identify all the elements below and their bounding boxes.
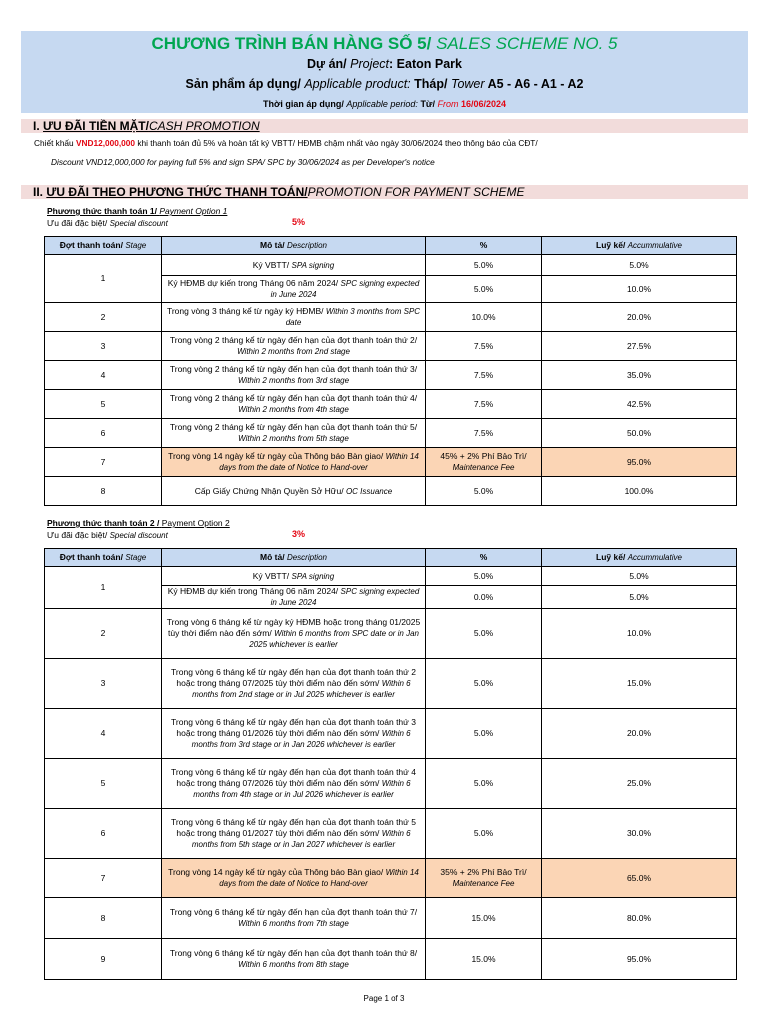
table-row: [45, 567, 737, 586]
percent-vn: 45% + 2% Phí Bảo Trì/: [440, 451, 527, 461]
stage-cell: 4: [45, 709, 162, 759]
description-vn: Ký HĐMB dự kiến trong Tháng 06 năm 2024/: [167, 278, 339, 288]
option1-discount-label: [47, 218, 168, 228]
description-en: SPC signing expected in June 2024: [270, 587, 420, 607]
option2-title: [47, 518, 230, 528]
cumulative-cell: 5.0%: [542, 567, 737, 586]
table-row: [45, 255, 737, 276]
description-vn: Trong vòng 6 tháng kể từ ngày đến hạn của đợt thanh toán thứ 8/: [169, 948, 418, 958]
section-cash-promotion: [21, 119, 748, 133]
table-row: [45, 659, 737, 709]
cash-promo-line-en: [51, 157, 435, 167]
percent-cell: 7.5%: [426, 361, 542, 390]
cumulative-cell: 80.0%: [542, 898, 737, 939]
description-cell: [162, 759, 426, 809]
table-row: [45, 448, 737, 477]
description-cell: [162, 276, 426, 303]
option1-title-en: Payment Option 1: [159, 206, 228, 216]
description-cell: [162, 419, 426, 448]
table-row: [45, 709, 737, 759]
table-row: [45, 361, 737, 390]
cumulative-cell: 10.0%: [542, 276, 737, 303]
description-vn: Trong vòng 6 tháng kể từ ngày đến hạn của đợt thanh toán thứ 2 hoặc trong tháng 07/2025 tùy thời điểm nào đến sớm/: [171, 667, 416, 688]
cumulative-cell: 10.0%: [542, 609, 737, 659]
cumulative-cell: 95.0%: [542, 448, 737, 477]
percent-cell: [426, 859, 542, 898]
project-label-vn: Dự án/: [307, 57, 347, 71]
tower-label-en: Tower: [450, 77, 485, 91]
table-row: [45, 939, 737, 980]
description-cell: [162, 448, 426, 477]
option1-discount-pct: 5%: [292, 217, 306, 227]
stage-cell: 9: [45, 939, 162, 980]
percent-cell: 15.0%: [426, 939, 542, 980]
page-footer: Page 1 of 3: [363, 994, 405, 1003]
percent-cell: 5.0%: [426, 567, 542, 586]
description-en: Within 14 days from the date of Notice to Hand-over: [219, 452, 419, 472]
description-en: SPA signing: [291, 260, 335, 270]
description-en: SPA signing: [291, 571, 335, 581]
option2-discount-vn: Ưu đãi đặc biệt/: [47, 530, 108, 540]
description-vn: Trong vòng 2 tháng kể từ ngày đến hạn của đợt thanh toán thứ 3/: [169, 364, 418, 374]
description-cell: [162, 809, 426, 859]
description-vn: Trong vòng 6 tháng kể từ ngày đến hạn của đợt thanh toán thứ 4 hoặc trong tháng 07/2026 tùy thời điểm nào đến sớm/: [171, 767, 416, 788]
cash-line-en: Discount VND12,000,000 for paying full 5% and sign SPA/ SPC by 30/06/2024 as per Developer's notice: [51, 157, 435, 167]
from-date: 16/06/2024: [460, 99, 507, 109]
cumulative-cell: 95.0%: [542, 939, 737, 980]
product-label-vn: Sản phẩm áp dụng/: [185, 77, 301, 91]
description-cell: [162, 332, 426, 361]
option2-discount-pct: 3%: [292, 529, 306, 539]
percent-cell: 7.5%: [426, 390, 542, 419]
table-row: [45, 898, 737, 939]
description-cell: [162, 361, 426, 390]
percent-cell: 5.0%: [426, 759, 542, 809]
section2-number: II.: [33, 185, 44, 199]
cumulative-cell: 50.0%: [542, 419, 737, 448]
percent-cell: 5.0%: [426, 709, 542, 759]
percent-cell: 5.0%: [426, 276, 542, 303]
cumulative-cell: 20.0%: [542, 303, 737, 332]
period-label-en: Applicable period:: [346, 99, 418, 109]
period-line: [21, 99, 748, 109]
percent-cell: [426, 448, 542, 477]
col-header-stage: Đợt thanh toán/ Stage: [45, 237, 162, 255]
description-en: Within 6 months from 5th stage or in Jan 2027 whichever is earlier: [191, 829, 411, 849]
section1-title-vn: ƯU ĐÃI TIỀN MẶT/: [43, 119, 149, 133]
cash-promo-line-vn: [34, 138, 538, 148]
description-cell: [162, 859, 426, 898]
percent-cell: 5.0%: [426, 809, 542, 859]
table-row: [45, 332, 737, 361]
stage-cell: 2: [45, 303, 162, 332]
description-cell: [162, 709, 426, 759]
option2-discount-label: [47, 530, 168, 540]
description-vn: Cấp Giấy Chứng Nhận Quyền Sở Hữu/: [194, 485, 344, 496]
description-en: Within 3 months from SPC date: [285, 307, 421, 327]
cumulative-cell: 35.0%: [542, 361, 737, 390]
stage-cell: 5: [45, 390, 162, 419]
col-header-percent: %: [426, 237, 542, 255]
percent-vn: 35% + 2% Phí Bảo Trì/: [440, 867, 527, 877]
option1-title: [47, 206, 227, 216]
description-cell: [162, 303, 426, 332]
description-en: Within 6 months from SPC date or in Jan 2025 whichever is earlier: [249, 629, 420, 649]
percent-cell: 10.0%: [426, 303, 542, 332]
table-row: [45, 609, 737, 659]
description-cell: [162, 255, 426, 276]
description-en: OC Issuance: [345, 486, 393, 496]
cumulative-cell: 100.0%: [542, 477, 737, 506]
description-cell: [162, 586, 426, 609]
description-vn: Trong vòng 14 ngày kể từ ngày của Thông báo Bàn giao/: [168, 867, 384, 877]
percent-cell: 7.5%: [426, 419, 542, 448]
option2-title-vn: Phương thức thanh toán 2 /: [47, 518, 160, 528]
description-cell: [162, 898, 426, 939]
table-row: [45, 419, 737, 448]
description-en: SPC signing expected in June 2024: [270, 279, 420, 299]
description-vn: Ký HĐMB dự kiến trong Tháng 06 năm 2024/: [167, 586, 339, 596]
percent-en: Maintenance Fee: [452, 879, 515, 888]
stage-cell: 8: [45, 477, 162, 506]
from-label-vn: Từ/: [420, 99, 435, 109]
cumulative-cell: 42.5%: [542, 390, 737, 419]
from-label-en: From: [437, 99, 459, 109]
percent-cell: 5.0%: [426, 659, 542, 709]
description-cell: [162, 939, 426, 980]
tower-list: A5 - A6 - A1 - A2: [487, 77, 584, 91]
description-vn: Trong vòng 6 tháng kể từ ngày đến hạn của đợt thanh toán thứ 5 hoặc trong tháng 01/2027 tùy thời điểm nào đến sớm/: [171, 817, 416, 838]
description-cell: [162, 477, 426, 506]
description-vn: Ký VBTT/: [252, 570, 290, 581]
section2-title-vn: ƯU ĐÃI THEO PHƯƠNG THỨC THANH TOÁN/: [46, 185, 308, 199]
tower-label-vn: Tháp/: [414, 77, 448, 91]
cumulative-cell: 27.5%: [542, 332, 737, 361]
table-row: [45, 390, 737, 419]
percent-en: Maintenance Fee: [452, 463, 515, 472]
title-vn: CHƯƠNG TRÌNH BÁN HÀNG SỐ 5/: [151, 34, 432, 53]
percent-cell: 5.0%: [426, 255, 542, 276]
percent-cell: 15.0%: [426, 898, 542, 939]
stage-cell: 6: [45, 809, 162, 859]
stage-cell: 3: [45, 659, 162, 709]
product-label-en: Applicable product:: [304, 77, 411, 91]
section-payment-scheme: [21, 185, 748, 199]
col-header-description: Mô tả/ Description: [162, 237, 426, 255]
table-row: [45, 303, 737, 332]
col-header-description: Mô tả/ Description: [162, 549, 426, 567]
description-en: Within 14 days from the date of Notice to Hand-over: [219, 868, 419, 888]
cash-line-prefix: Chiết khấu: [34, 138, 74, 148]
col-header-cumulative: Luỹ kế/ Accummulative: [542, 549, 737, 567]
project-label-en: Project: [350, 57, 390, 71]
description-en: Within 6 months from 4th stage or in Jul 2026 whichever is earlier: [193, 779, 411, 799]
description-vn: Ký VBTT/: [252, 259, 290, 270]
description-en: Within 6 months from 3rd stage or in Jan 2026 whichever is earlier: [191, 729, 411, 749]
percent-cell: 5.0%: [426, 477, 542, 506]
option2-discount-en: Special discount: [109, 531, 168, 540]
description-vn: Trong vòng 2 tháng kể từ ngày đến hạn của đợt thanh toán thứ 4/: [169, 393, 418, 403]
option2-title-en: Payment Option 2: [161, 518, 230, 528]
stage-cell: 4: [45, 361, 162, 390]
description-en: Within 6 months from 2nd stage or in Jul 2025 whichever is earlier: [192, 679, 411, 699]
description-vn: Trong vòng 2 tháng kể từ ngày đến hạn của đợt thanh toán thứ 2/: [169, 335, 418, 345]
stage-cell: 7: [45, 859, 162, 898]
col-header-cumulative: Luỹ kế/ Accummulative: [542, 237, 737, 255]
description-cell: [162, 390, 426, 419]
page-title: [21, 34, 748, 54]
cumulative-cell: 65.0%: [542, 859, 737, 898]
option1-discount-en: Special discount: [109, 219, 168, 228]
description-vn: Trong vòng 6 tháng kể từ ngày ký HĐMB hoặc trong tháng 01/2025 tùy thời điểm nào đến sớm/: [166, 617, 421, 638]
project-name: : Eaton Park: [389, 57, 462, 71]
option1-title-vn: Phương thức thanh toán 1/: [47, 206, 157, 216]
stage-cell: 8: [45, 898, 162, 939]
period-label-vn: Thời gian áp dụng/: [262, 99, 344, 109]
stage-cell: 5: [45, 759, 162, 809]
cumulative-cell: 5.0%: [542, 255, 737, 276]
col-header-percent: %: [426, 549, 542, 567]
cumulative-cell: 20.0%: [542, 709, 737, 759]
table-row: [45, 859, 737, 898]
description-vn: Trong vòng 3 tháng kể từ ngày ký HĐMB/: [166, 306, 324, 316]
stage-cell: 1: [45, 567, 162, 609]
stage-cell: 1: [45, 255, 162, 303]
project-line: [21, 57, 748, 71]
percent-cell: 7.5%: [426, 332, 542, 361]
description-cell: [162, 567, 426, 586]
cumulative-cell: 5.0%: [542, 586, 737, 609]
option1-table: [44, 236, 737, 506]
stage-cell: 3: [45, 332, 162, 361]
description-cell: [162, 659, 426, 709]
description-en: Within 2 months from 3rd stage: [237, 376, 350, 385]
description-vn: Trong vòng 6 tháng kể từ ngày đến hạn của đợt thanh toán thứ 3 hoặc trong tháng 01/2026 tùy thời điểm nào đến sớm/: [171, 717, 416, 738]
title-en: SALES SCHEME NO. 5: [436, 34, 618, 53]
header-banner: [21, 31, 748, 113]
stage-cell: 6: [45, 419, 162, 448]
table-row: [45, 809, 737, 859]
section1-title-en: CASH PROMOTION: [148, 119, 260, 133]
section2-title-en: PROMOTION FOR PAYMENT SCHEME: [307, 185, 525, 199]
table-row: [45, 477, 737, 506]
description-cell: [162, 609, 426, 659]
product-line: [21, 77, 748, 91]
table-row: [45, 759, 737, 809]
description-en: Within 2 months from 5th stage: [238, 434, 349, 443]
cumulative-cell: 30.0%: [542, 809, 737, 859]
description-en: Within 2 months from 2nd stage: [237, 347, 350, 356]
col-header-stage: Đợt thanh toán/ Stage: [45, 549, 162, 567]
description-vn: Trong vòng 2 tháng kể từ ngày đến hạn của đợt thanh toán thứ 5/: [169, 422, 418, 432]
stage-cell: 7: [45, 448, 162, 477]
percent-cell: 0.0%: [426, 586, 542, 609]
stage-cell: 2: [45, 609, 162, 659]
percent-cell: 5.0%: [426, 609, 542, 659]
description-en: Within 2 months from 4th stage: [238, 405, 349, 414]
cash-amount: VND12,000,000: [75, 138, 136, 148]
cash-line-rest: khi thanh toán đủ 5% và hoàn tất ký VBTT/ HĐMB chậm nhất vào ngày 30/06/2024 theo thông báo của CĐT/: [137, 138, 538, 148]
option2-table: [44, 548, 737, 980]
description-vn: Trong vòng 6 tháng kể từ ngày đến hạn của đợt thanh toán thứ 7/: [169, 907, 418, 917]
option1-discount-vn: Ưu đãi đặc biệt/: [47, 218, 108, 228]
description-en: Within 6 months from 7th stage: [238, 919, 349, 928]
cumulative-cell: 15.0%: [542, 659, 737, 709]
cumulative-cell: 25.0%: [542, 759, 737, 809]
section1-number: I.: [33, 119, 40, 133]
description-vn: Trong vòng 14 ngày kể từ ngày của Thông báo Bàn giao/: [168, 451, 384, 461]
description-en: Within 6 months from 8th stage: [238, 960, 349, 969]
